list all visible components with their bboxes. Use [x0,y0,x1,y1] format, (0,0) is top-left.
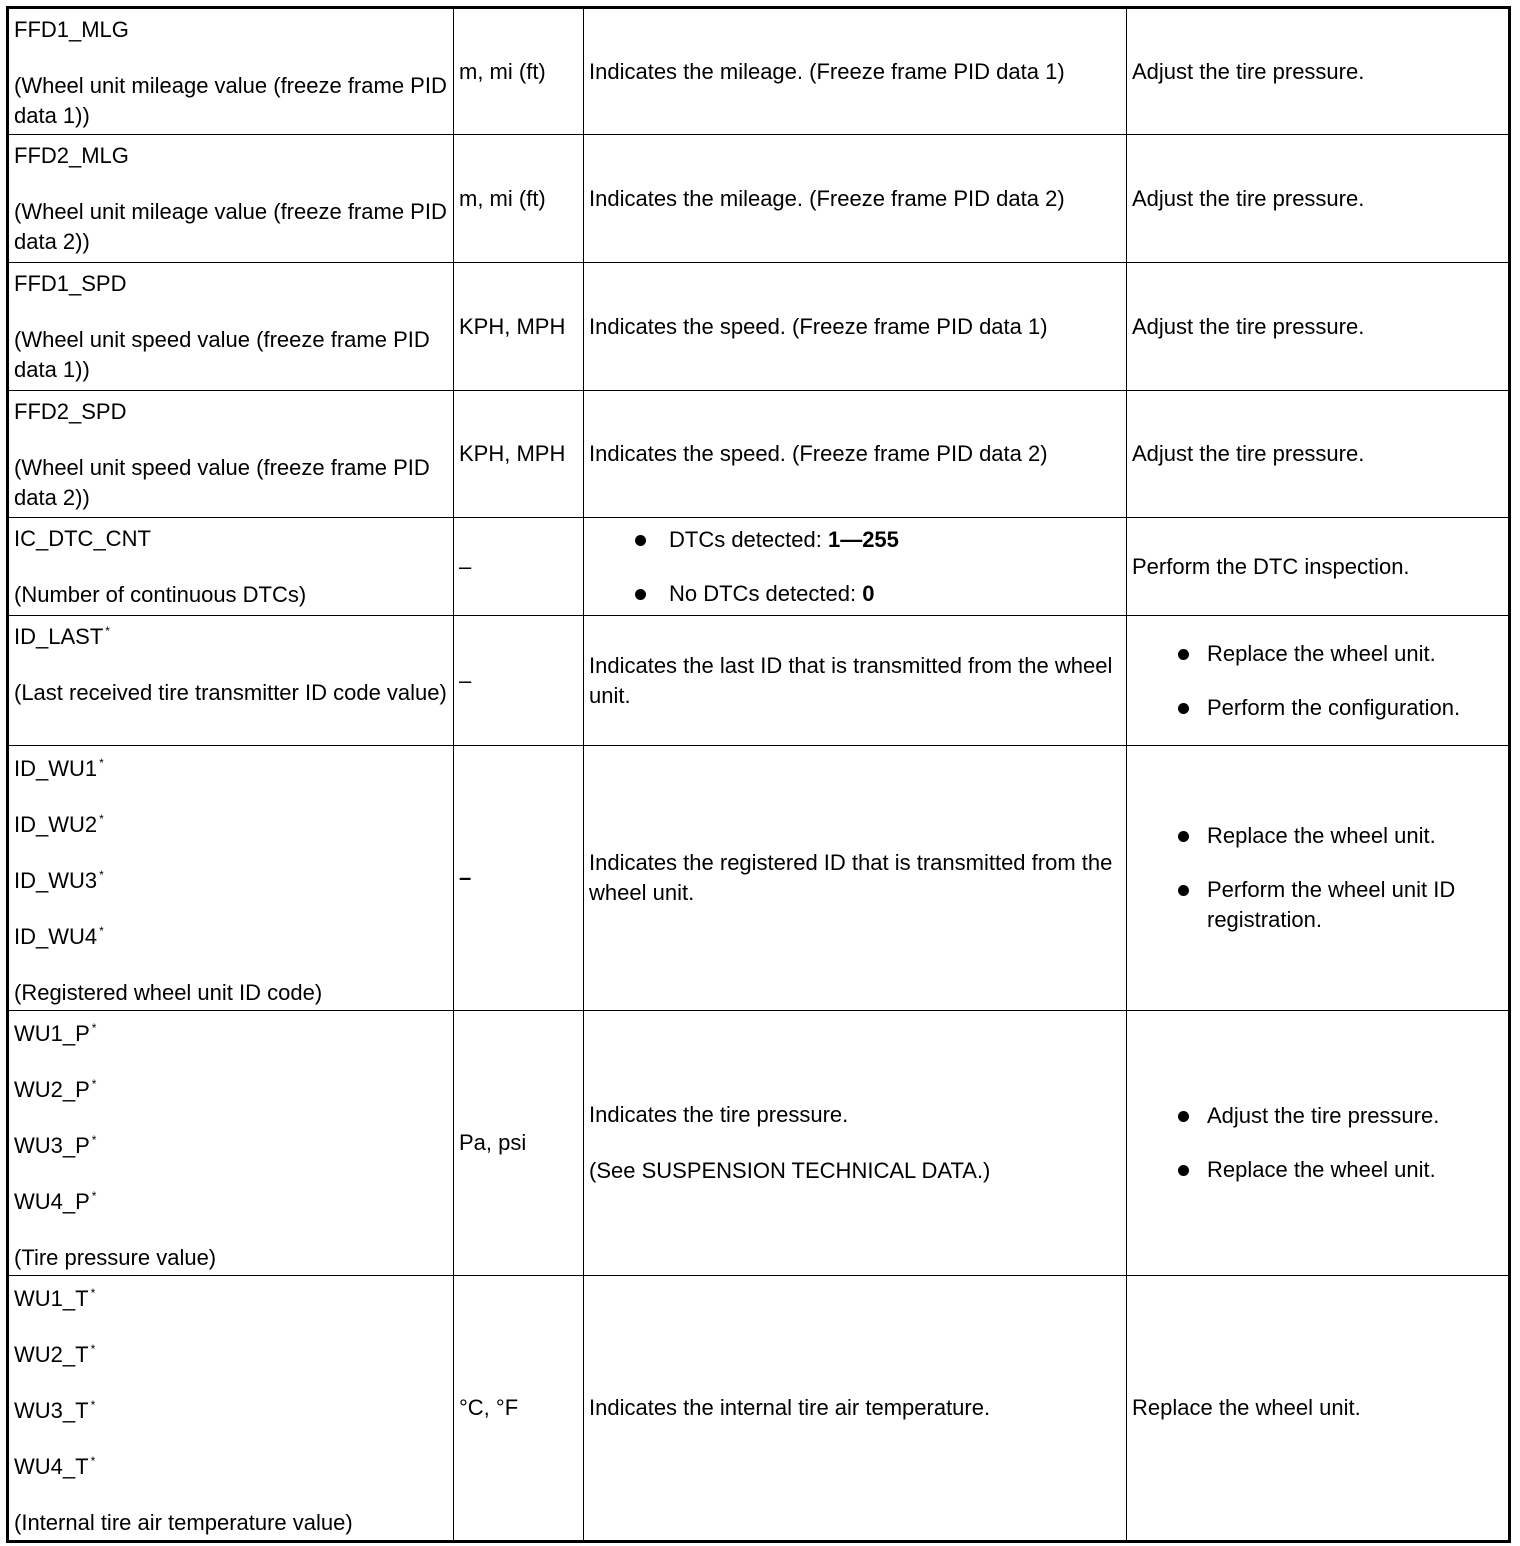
pid-name: FFD2_SPD [14,399,127,424]
table-row [8,746,1510,1011]
condition-value: 1—255 [827,526,899,552]
unit-cell: Pa, psi [454,1011,584,1276]
action-cell [1127,1011,1510,1276]
pid-cell [8,263,454,391]
pid-label: WU4_P [14,1189,90,1214]
list-item: Replace the wheel unit. [1132,639,1503,669]
asterisk-mark: * [99,924,104,938]
condition-cell: Indicates the speed. (Freeze frame PID data 2) [584,391,1127,518]
pid-table [6,6,1511,1543]
action-list [1132,639,1503,723]
list-item: Replace the wheel unit. [1132,1155,1503,1185]
pid-name [14,866,448,896]
pid-description: (Wheel unit mileage value (freeze frame PID data 2)) [14,199,447,254]
condition-cell: Indicates the internal tire air temperature. [584,1276,1127,1542]
unit-cell: – [454,616,584,746]
table-row [8,1276,1510,1542]
unit-cell: KPH, MPH [454,263,584,391]
pid-name: FFD1_SPD [14,271,127,296]
pid-cell [8,1011,454,1276]
table-row [8,8,1510,135]
condition-cell: Indicates the last ID that is transmitted from the wheel unit. [584,616,1127,746]
action-cell: Adjust the tire pressure. [1127,135,1510,263]
table-row [8,1011,1510,1276]
pid-name [14,1131,448,1161]
asterisk-mark: * [99,756,104,770]
pid-name [14,1075,448,1105]
unit-cell: KPH, MPH [454,391,584,518]
pid-cell [8,518,454,616]
pid-label: WU3_P [14,1133,90,1158]
condition-cell: Indicates the mileage. (Freeze frame PID data 2) [584,135,1127,263]
condition-label: DTCs detected: [669,526,828,552]
pid-cell [8,1276,454,1542]
table-row [8,391,1510,518]
pid-name [14,922,448,952]
pid-name [14,1019,448,1049]
condition-cell: Indicates the speed. (Freeze frame PID data 1) [584,263,1127,391]
pid-label: WU2_T [14,1342,89,1367]
pid-name [14,622,448,652]
action-cell [1127,746,1510,1011]
pid-name: IC_DTC_CNT [14,526,151,551]
asterisk-mark: * [90,1342,96,1356]
unit-cell: – [454,746,584,1011]
action-cell: Replace the wheel unit. [1127,1276,1510,1542]
asterisk-mark: * [105,624,110,638]
list-item: Replace the wheel unit. [1132,821,1503,851]
pid-label: ID_WU2 [14,812,98,837]
asterisk-mark: * [90,1454,96,1468]
pid-cell [8,135,454,263]
pid-name: FFD2_MLG [14,143,129,168]
pid-name [14,1396,448,1426]
pid-label: WU1_P [14,1021,90,1046]
unit-cell: °C, °F [454,1276,584,1542]
action-cell: Adjust the tire pressure. [1127,391,1510,518]
condition-label: No DTCs detected: [669,580,863,606]
action-cell: Adjust the tire pressure. [1127,263,1510,391]
asterisk-mark: * [91,1077,97,1091]
pid-cell [8,746,454,1011]
pid-description: (Wheel unit speed value (freeze frame PID data 2)) [14,455,430,510]
pid-description: (Number of continuous DTCs) [14,582,307,607]
pid-name [14,1340,448,1370]
condition-text: Indicates the tire pressure. [589,1102,849,1127]
condition-note: (See SUSPENSION TECHNICAL DATA.) [589,1158,991,1183]
asterisk-mark: * [90,1398,96,1412]
pid-label: ID_WU4 [14,924,98,949]
table-row [8,518,1510,616]
list-item: Adjust the tire pressure. [1132,1101,1503,1131]
pid-name [14,754,448,784]
pid-name: FFD1_MLG [14,17,129,42]
pid-label: WU3_T [14,1398,89,1423]
condition-cell: Indicates the mileage. (Freeze frame PID data 1) [584,8,1127,135]
action-list [1132,821,1503,935]
pid-description: (Wheel unit mileage value (freeze frame PID data 1)) [14,73,447,128]
condition-cell [584,518,1127,616]
condition-cell: Indicates the registered ID that is transmitted from the wheel unit. [584,746,1127,1011]
condition-value: 0 [862,580,875,606]
pid-description: (Internal tire air temperature value) [14,1510,353,1535]
pid-description: (Tire pressure value) [14,1245,217,1270]
action-cell: Perform the DTC inspection. [1127,518,1510,616]
pid-description: (Last received tire transmitter ID code value) [14,680,447,705]
table-row [8,616,1510,746]
list-item [589,525,1121,555]
pid-label: WU1_T [14,1286,89,1311]
table-row [8,135,1510,263]
pid-cell [8,616,454,746]
asterisk-mark: * [99,812,104,826]
pid-label: ID_WU3 [14,868,98,893]
asterisk-mark: * [91,1189,97,1203]
table-row [8,263,1510,391]
pid-name [14,810,448,840]
pid-name [14,1187,448,1217]
unit-cell: – [454,518,584,616]
pid-label: ID_WU1 [14,756,98,781]
pid-description: (Registered wheel unit ID code) [14,980,323,1005]
condition-list [589,525,1121,609]
pid-label: WU4_T [14,1454,89,1479]
pid-label: ID_LAST [14,624,104,649]
pid-description: (Wheel unit speed value (freeze frame PID data 1)) [14,327,430,382]
pid-name [14,1452,448,1482]
action-list [1132,1101,1503,1185]
pid-label: WU2_P [14,1077,90,1102]
list-item: Perform the configuration. [1132,693,1503,723]
unit-cell: m, mi (ft) [454,135,584,263]
asterisk-mark: * [90,1286,96,1300]
action-cell [1127,616,1510,746]
unit-cell: m, mi (ft) [454,8,584,135]
asterisk-mark: * [99,868,104,882]
asterisk-mark: * [91,1133,97,1147]
asterisk-mark: * [91,1021,97,1035]
pid-cell [8,8,454,135]
pid-name [14,1284,448,1314]
list-item [589,579,1121,609]
condition-cell [584,1011,1127,1276]
list-item: Perform the wheel unit ID registration. [1132,875,1503,935]
action-cell: Adjust the tire pressure. [1127,8,1510,135]
pid-cell [8,391,454,518]
